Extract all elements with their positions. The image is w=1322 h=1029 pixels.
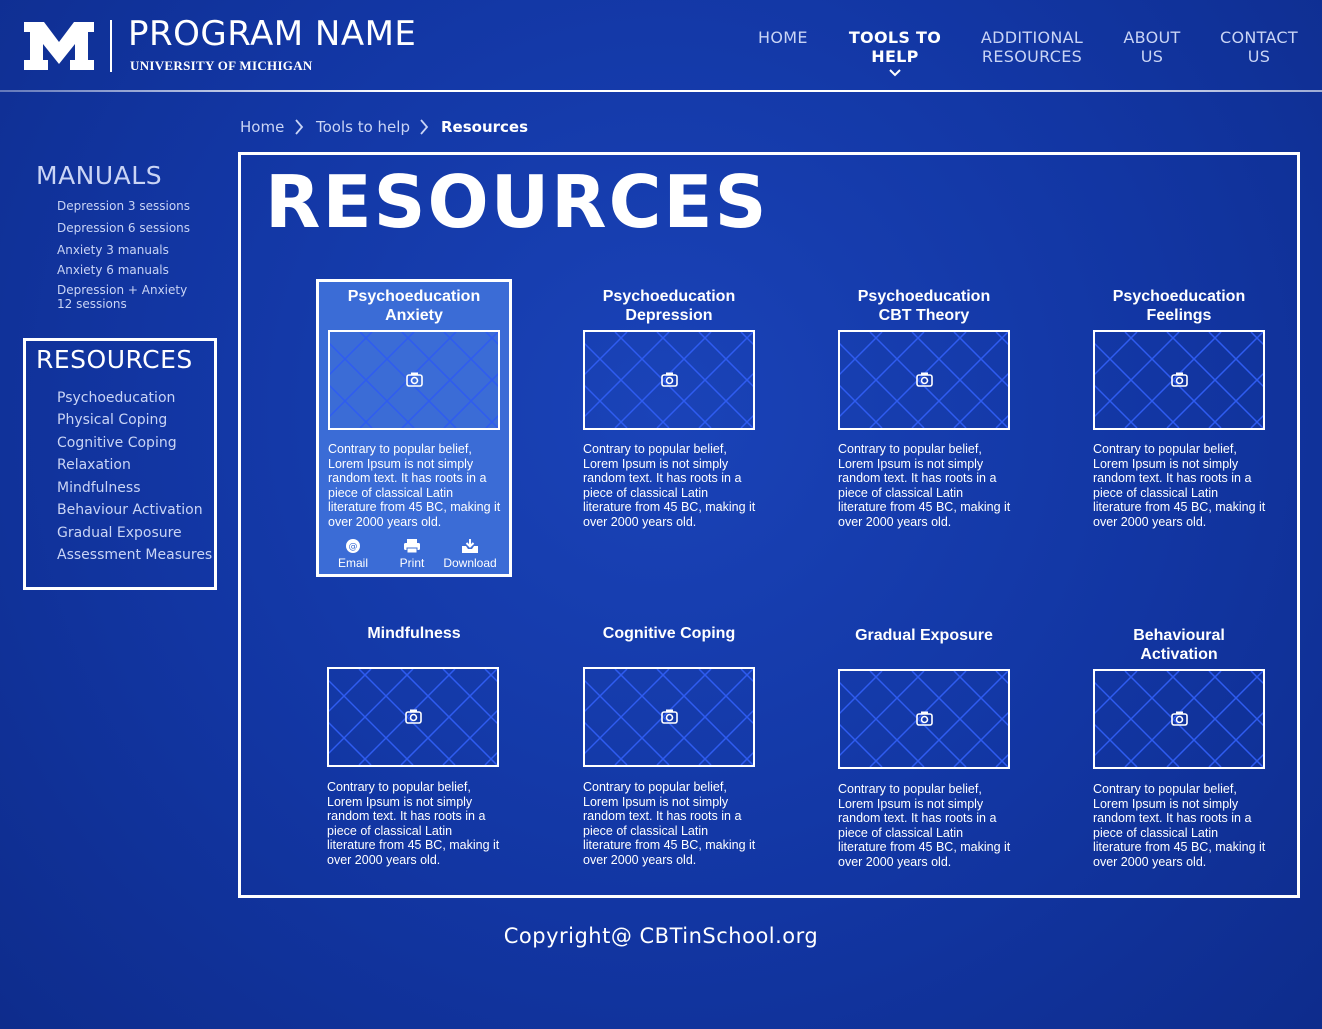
nav-additional-resources[interactable]: ADDITIONAL RESOURCES: [980, 28, 1084, 66]
card-image-placeholder[interactable]: [583, 667, 755, 767]
sidebar-resource-item[interactable]: Mindfulness: [57, 480, 141, 496]
chevron-right-icon: [419, 118, 429, 136]
nav-contact-us[interactable]: CONTACT US: [1220, 28, 1298, 66]
card-image-placeholder[interactable]: [327, 667, 499, 767]
footer-copyright: Copyright@ CBTinSchool.org: [503, 924, 819, 948]
sidebar-resource-item[interactable]: Gradual Exposure: [57, 525, 182, 541]
card-description: Contrary to popular belief, Lorem Ipsum is not simply random text. It has roots in a piece of classical Latin literature from 45 BC, making it over 2000 years old.: [838, 782, 1011, 869]
sidebar-manual-item[interactable]: Depression + Anxiety 12 sessions: [57, 283, 188, 311]
print-button[interactable]: Print: [394, 538, 430, 570]
nav-tools-to-help[interactable]: [848, 28, 942, 77]
logo-divider: [110, 20, 112, 72]
card-image-placeholder[interactable]: [1093, 669, 1265, 769]
sidebar-resources-title: RESOURCES: [36, 345, 193, 374]
nav-home[interactable]: HOME: [758, 28, 808, 47]
nav-tools-line1: TOOLS TO: [848, 28, 942, 47]
sidebar-manual-item[interactable]: Anxiety 6 manuals: [57, 263, 169, 277]
program-name[interactable]: PROGRAM NAME: [128, 14, 417, 54]
sidebar-manuals-title: MANUALS: [36, 161, 163, 190]
card-title: Cognitive Coping: [602, 625, 736, 642]
sidebar-resource-item[interactable]: Behaviour Activation: [57, 502, 203, 518]
card-description: Contrary to popular belief, Lorem Ipsum is not simply random text. It has roots in a piece of classical Latin literature from 45 BC, making it over 2000 years old.: [1093, 782, 1266, 869]
card-image-placeholder[interactable]: [328, 330, 500, 430]
header-divider: [0, 90, 1322, 92]
card-title: Psychoeducation Depression: [602, 288, 736, 324]
card-description: Contrary to popular belief, Lorem Ipsum is not simply random text. It has roots in a piece of classical Latin literature from 45 BC, making it over 2000 years old.: [1093, 442, 1266, 529]
card-image-placeholder[interactable]: [1093, 330, 1265, 430]
page-title: RESOURCES: [265, 160, 769, 244]
breadcrumb-tools[interactable]: Tools to help: [316, 118, 410, 136]
card-description: Contrary to popular belief, Lorem Ipsum is not simply random text. It has roots in a piece of classical Latin literature from 45 BC, making it over 2000 years old.: [583, 442, 756, 529]
download-button[interactable]: Download: [441, 538, 499, 570]
breadcrumb-current: Resources: [441, 118, 529, 136]
card-title: Psychoeducation Feelings: [1112, 288, 1246, 324]
svg-text:@: @: [348, 542, 358, 552]
university-logo[interactable]: [22, 20, 96, 72]
sidebar-manual-item[interactable]: Depression 3 sessions: [57, 199, 191, 213]
university-name: UNIVERSITY OF MICHIGAN: [130, 58, 313, 73]
sidebar-manual-item[interactable]: Depression 6 sessions: [57, 221, 191, 235]
sidebar-resource-item[interactable]: Physical Coping: [57, 412, 168, 428]
card-description: Contrary to popular belief, Lorem Ipsum is not simply random text. It has roots in a piece of classical Latin literature from 45 BC, making it over 2000 years old.: [327, 780, 500, 867]
breadcrumb-home[interactable]: Home: [240, 118, 285, 136]
download-icon: [461, 538, 479, 554]
nav-about-us[interactable]: ABOUT US: [1123, 28, 1181, 66]
card-title: Mindfulness: [367, 625, 461, 642]
print-icon: [403, 538, 421, 554]
chevron-right-icon: [294, 118, 304, 136]
card-description: Contrary to popular belief, Lorem Ipsum is not simply random text. It has roots in a piece of classical Latin literature from 45 BC, making it over 2000 years old.: [838, 442, 1011, 529]
chevron-down-icon: [888, 68, 902, 77]
sidebar-manual-item[interactable]: Anxiety 3 manuals: [57, 243, 169, 257]
card-image-placeholder[interactable]: [583, 330, 755, 430]
sidebar-resource-item[interactable]: Cognitive Coping: [57, 435, 177, 451]
card-title: Psychoeducation CBT Theory: [857, 288, 991, 324]
sidebar-resource-item[interactable]: Assessment Measures: [57, 547, 213, 563]
email-icon: [345, 538, 361, 554]
email-button[interactable]: @ Email: [334, 538, 372, 570]
nav-tools-line2: HELP: [871, 47, 919, 66]
sidebar-resource-item[interactable]: Psychoeducation: [57, 390, 176, 406]
card-description: Contrary to popular belief, Lorem Ipsum is not simply random text. It has roots in a piece of classical Latin literature from 45 BC, making it over 2000 years old.: [583, 780, 756, 867]
card-title: Behavioural Activation: [1133, 627, 1225, 663]
card-title: Gradual Exposure: [855, 627, 993, 644]
card-image-placeholder[interactable]: [838, 669, 1010, 769]
card-image-placeholder[interactable]: [838, 330, 1010, 430]
sidebar-resource-item[interactable]: Relaxation: [57, 457, 131, 473]
card-title: Psychoeducation Anxiety: [347, 288, 481, 324]
card-description: Contrary to popular belief, Lorem Ipsum is not simply random text. It has roots in a piece of classical Latin literature from 45 BC, making it over 2000 years old.: [328, 442, 501, 529]
